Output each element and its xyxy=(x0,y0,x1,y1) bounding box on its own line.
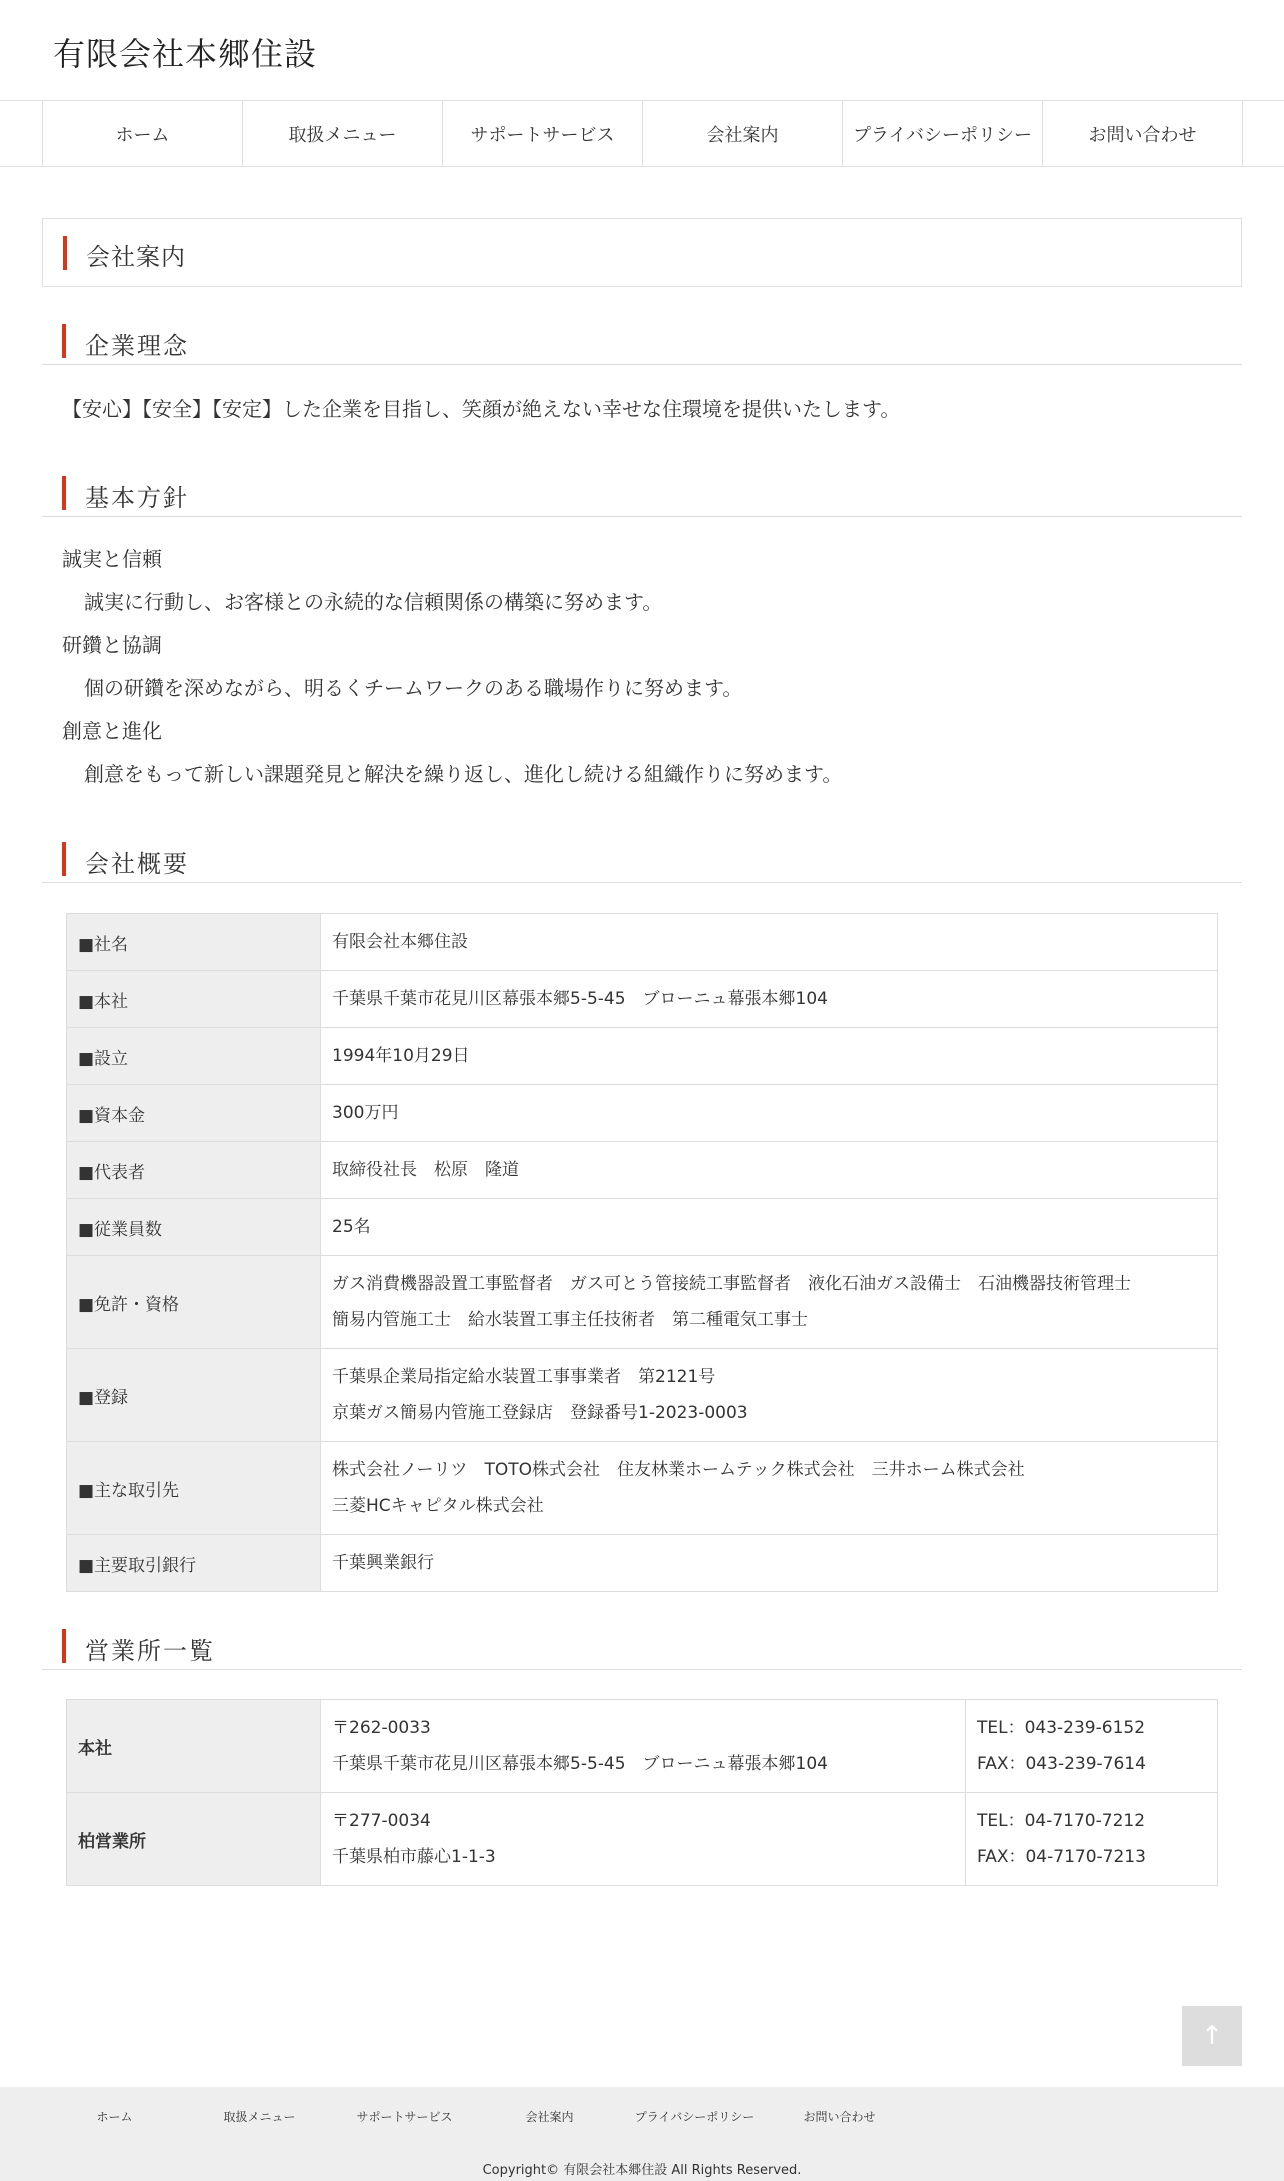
office-contact xyxy=(966,1793,1218,1886)
table-row xyxy=(67,1142,1218,1199)
page-title-box xyxy=(42,218,1242,287)
row-value xyxy=(321,971,1218,1028)
office-contact xyxy=(966,1700,1218,1793)
row-value-line: 簡易内管施工士 給水装置工事主任技術者 第二種電気工事士 xyxy=(332,1310,808,1330)
page-top-button[interactable] xyxy=(1182,2006,1242,2066)
row-value-line: 取締役社長 松原 隆道 xyxy=(332,1160,519,1180)
policy-heading-text: 基本方針 xyxy=(85,484,189,512)
row-value xyxy=(321,914,1218,971)
row-label: ■代表者 xyxy=(67,1142,321,1199)
nav-item-support[interactable]: サポートサービス xyxy=(443,101,643,166)
table-row xyxy=(67,1199,1218,1256)
nav-item-menu[interactable]: 取扱メニュー xyxy=(243,101,443,166)
row-label: ■登録 xyxy=(67,1349,321,1442)
office-address-line: 千葉県柏市藤心1-1-3 xyxy=(332,1847,496,1867)
company-overview-table xyxy=(66,913,1218,1592)
row-label: ■社名 xyxy=(67,914,321,971)
office-tel: TEL：04-7170-7212 xyxy=(977,1811,1146,1831)
table-row xyxy=(67,1535,1218,1592)
nav-item-home[interactable]: ホーム xyxy=(43,101,243,166)
table-row xyxy=(67,1349,1218,1442)
row-value xyxy=(321,1535,1218,1592)
policy-item-title: 創意と進化 xyxy=(62,719,162,743)
accent-bar xyxy=(62,476,66,510)
office-fax: FAX：043-239-7614 xyxy=(977,1754,1146,1774)
office-address-line: 千葉県千葉市花見川区幕張本郷5-5-45 ブローニュ幕張本郷104 xyxy=(332,1754,828,1774)
page-title: 会社案内 xyxy=(86,243,186,271)
table-row xyxy=(67,971,1218,1028)
row-value-line: 千葉県企業局指定給水装置工事事業者 第2121号 xyxy=(332,1367,716,1387)
site-title[interactable]: 有限会社本郷住設 xyxy=(53,35,318,73)
table-row xyxy=(67,1028,1218,1085)
accent-bar xyxy=(62,1629,66,1663)
offices-heading xyxy=(42,1627,1242,1670)
office-name: 本社 xyxy=(67,1700,321,1793)
accent-bar xyxy=(62,842,66,876)
overview-heading xyxy=(42,840,1242,883)
footer-nav-item-support[interactable]: サポートサービス xyxy=(356,2110,453,2124)
table-row xyxy=(67,1085,1218,1142)
office-address xyxy=(321,1700,966,1793)
philosophy-heading xyxy=(42,322,1242,365)
arrow-up-icon: ↑ xyxy=(1201,2021,1223,2051)
row-label: ■主な取引先 xyxy=(67,1442,321,1535)
policy-item-desc: 個の研鑽を深めながら、明るくチームワークのある職場作りに努めます。 xyxy=(84,676,743,700)
footer-nav xyxy=(42,2108,912,2125)
row-value-line: ガス消費機器設置工事監督者 ガス可とう管接続工事監督者 液化石油ガス設備士 石油機器技術管理士 xyxy=(332,1274,1131,1294)
footer-nav-item-menu[interactable]: 取扱メニュー xyxy=(223,2110,296,2124)
row-value-line: 千葉興業銀行 xyxy=(332,1553,434,1573)
table-row xyxy=(67,914,1218,971)
policy-item-title: 研鑽と協調 xyxy=(62,633,162,657)
row-label: ■従業員数 xyxy=(67,1199,321,1256)
row-value-line: 有限会社本郷住設 xyxy=(332,932,468,952)
row-value-line: 京葉ガス簡易内管施工登録店 登録番号1-2023-0003 xyxy=(332,1403,748,1423)
policy-item-desc: 誠実に行動し、お客様との永続的な信頼関係の構築に努めます。 xyxy=(84,590,663,614)
row-value-line: 千葉県千葉市花見川区幕張本郷5-5-45 ブローニュ幕張本郷104 xyxy=(332,989,828,1009)
site-footer xyxy=(0,2087,1284,2181)
copyright: Copyright© 有限会社本郷住設 All Rights Reserved. xyxy=(482,2163,802,2178)
footer-nav-item-company[interactable]: 会社案内 xyxy=(525,2110,574,2124)
footer-nav-item-contact[interactable]: お問い合わせ xyxy=(803,2110,876,2124)
office-postal-code: 〒262-0033 xyxy=(332,1718,431,1738)
row-label: ■免許・資格 xyxy=(67,1256,321,1349)
site-header xyxy=(0,0,1284,100)
row-value-line: 株式会社ノーリツ TOTO株式会社 住友林業ホームテック株式会社 三井ホーム株式会社 xyxy=(332,1460,1025,1480)
row-label: ■主要取引銀行 xyxy=(67,1535,321,1592)
row-value-line: 25名 xyxy=(332,1217,371,1237)
row-label: ■設立 xyxy=(67,1028,321,1085)
office-fax: FAX：04-7170-7213 xyxy=(977,1847,1146,1867)
policy-item-title: 誠実と信頼 xyxy=(62,547,162,571)
policy-item-desc: 創意をもって新しい課題発見と解決を繰り返し、進化し続ける組織作りに努めます。 xyxy=(84,762,843,786)
global-nav xyxy=(0,100,1284,167)
row-value-line: 300万円 xyxy=(332,1103,399,1123)
footer-nav-item-privacy[interactable]: プライバシーポリシー xyxy=(634,2110,755,2124)
policy-heading xyxy=(42,474,1242,517)
office-postal-code: 〒277-0034 xyxy=(332,1811,431,1831)
row-value xyxy=(321,1085,1218,1142)
office-tel: TEL：043-239-6152 xyxy=(977,1718,1146,1738)
philosophy-text: 【安心】【安全】【安定】した企業を目指し、笑顔が絶えない幸せな住環境を提供いたします。 xyxy=(62,397,901,421)
row-value xyxy=(321,1349,1218,1442)
row-value-line: 1994年10月29日 xyxy=(332,1046,470,1066)
row-label: ■資本金 xyxy=(67,1085,321,1142)
office-list-table xyxy=(66,1699,1218,1886)
nav-item-privacy[interactable]: プライバシーポリシー xyxy=(843,101,1043,166)
nav-item-company[interactable]: 会社案内 xyxy=(643,101,843,166)
table-row xyxy=(67,1793,1218,1886)
overview-heading-text: 会社概要 xyxy=(85,850,189,878)
row-value-line: 三菱HCキャピタル株式会社 xyxy=(332,1496,544,1516)
accent-bar xyxy=(62,324,66,358)
nav-item-contact[interactable]: お問い合わせ xyxy=(1043,101,1243,166)
row-value xyxy=(321,1442,1218,1535)
philosophy-heading-text: 企業理念 xyxy=(85,332,189,360)
offices-heading-text: 営業所一覧 xyxy=(85,1637,215,1665)
row-value xyxy=(321,1028,1218,1085)
accent-bar xyxy=(63,236,67,270)
row-value xyxy=(321,1199,1218,1256)
footer-nav-item-home[interactable]: ホーム xyxy=(96,2110,133,2124)
row-value xyxy=(321,1256,1218,1349)
table-row xyxy=(67,1700,1218,1793)
row-label: ■本社 xyxy=(67,971,321,1028)
table-row xyxy=(67,1442,1218,1535)
office-name: 柏営業所 xyxy=(67,1793,321,1886)
policy-list xyxy=(62,544,842,802)
office-address xyxy=(321,1793,966,1886)
table-row xyxy=(67,1256,1218,1349)
row-value xyxy=(321,1142,1218,1199)
